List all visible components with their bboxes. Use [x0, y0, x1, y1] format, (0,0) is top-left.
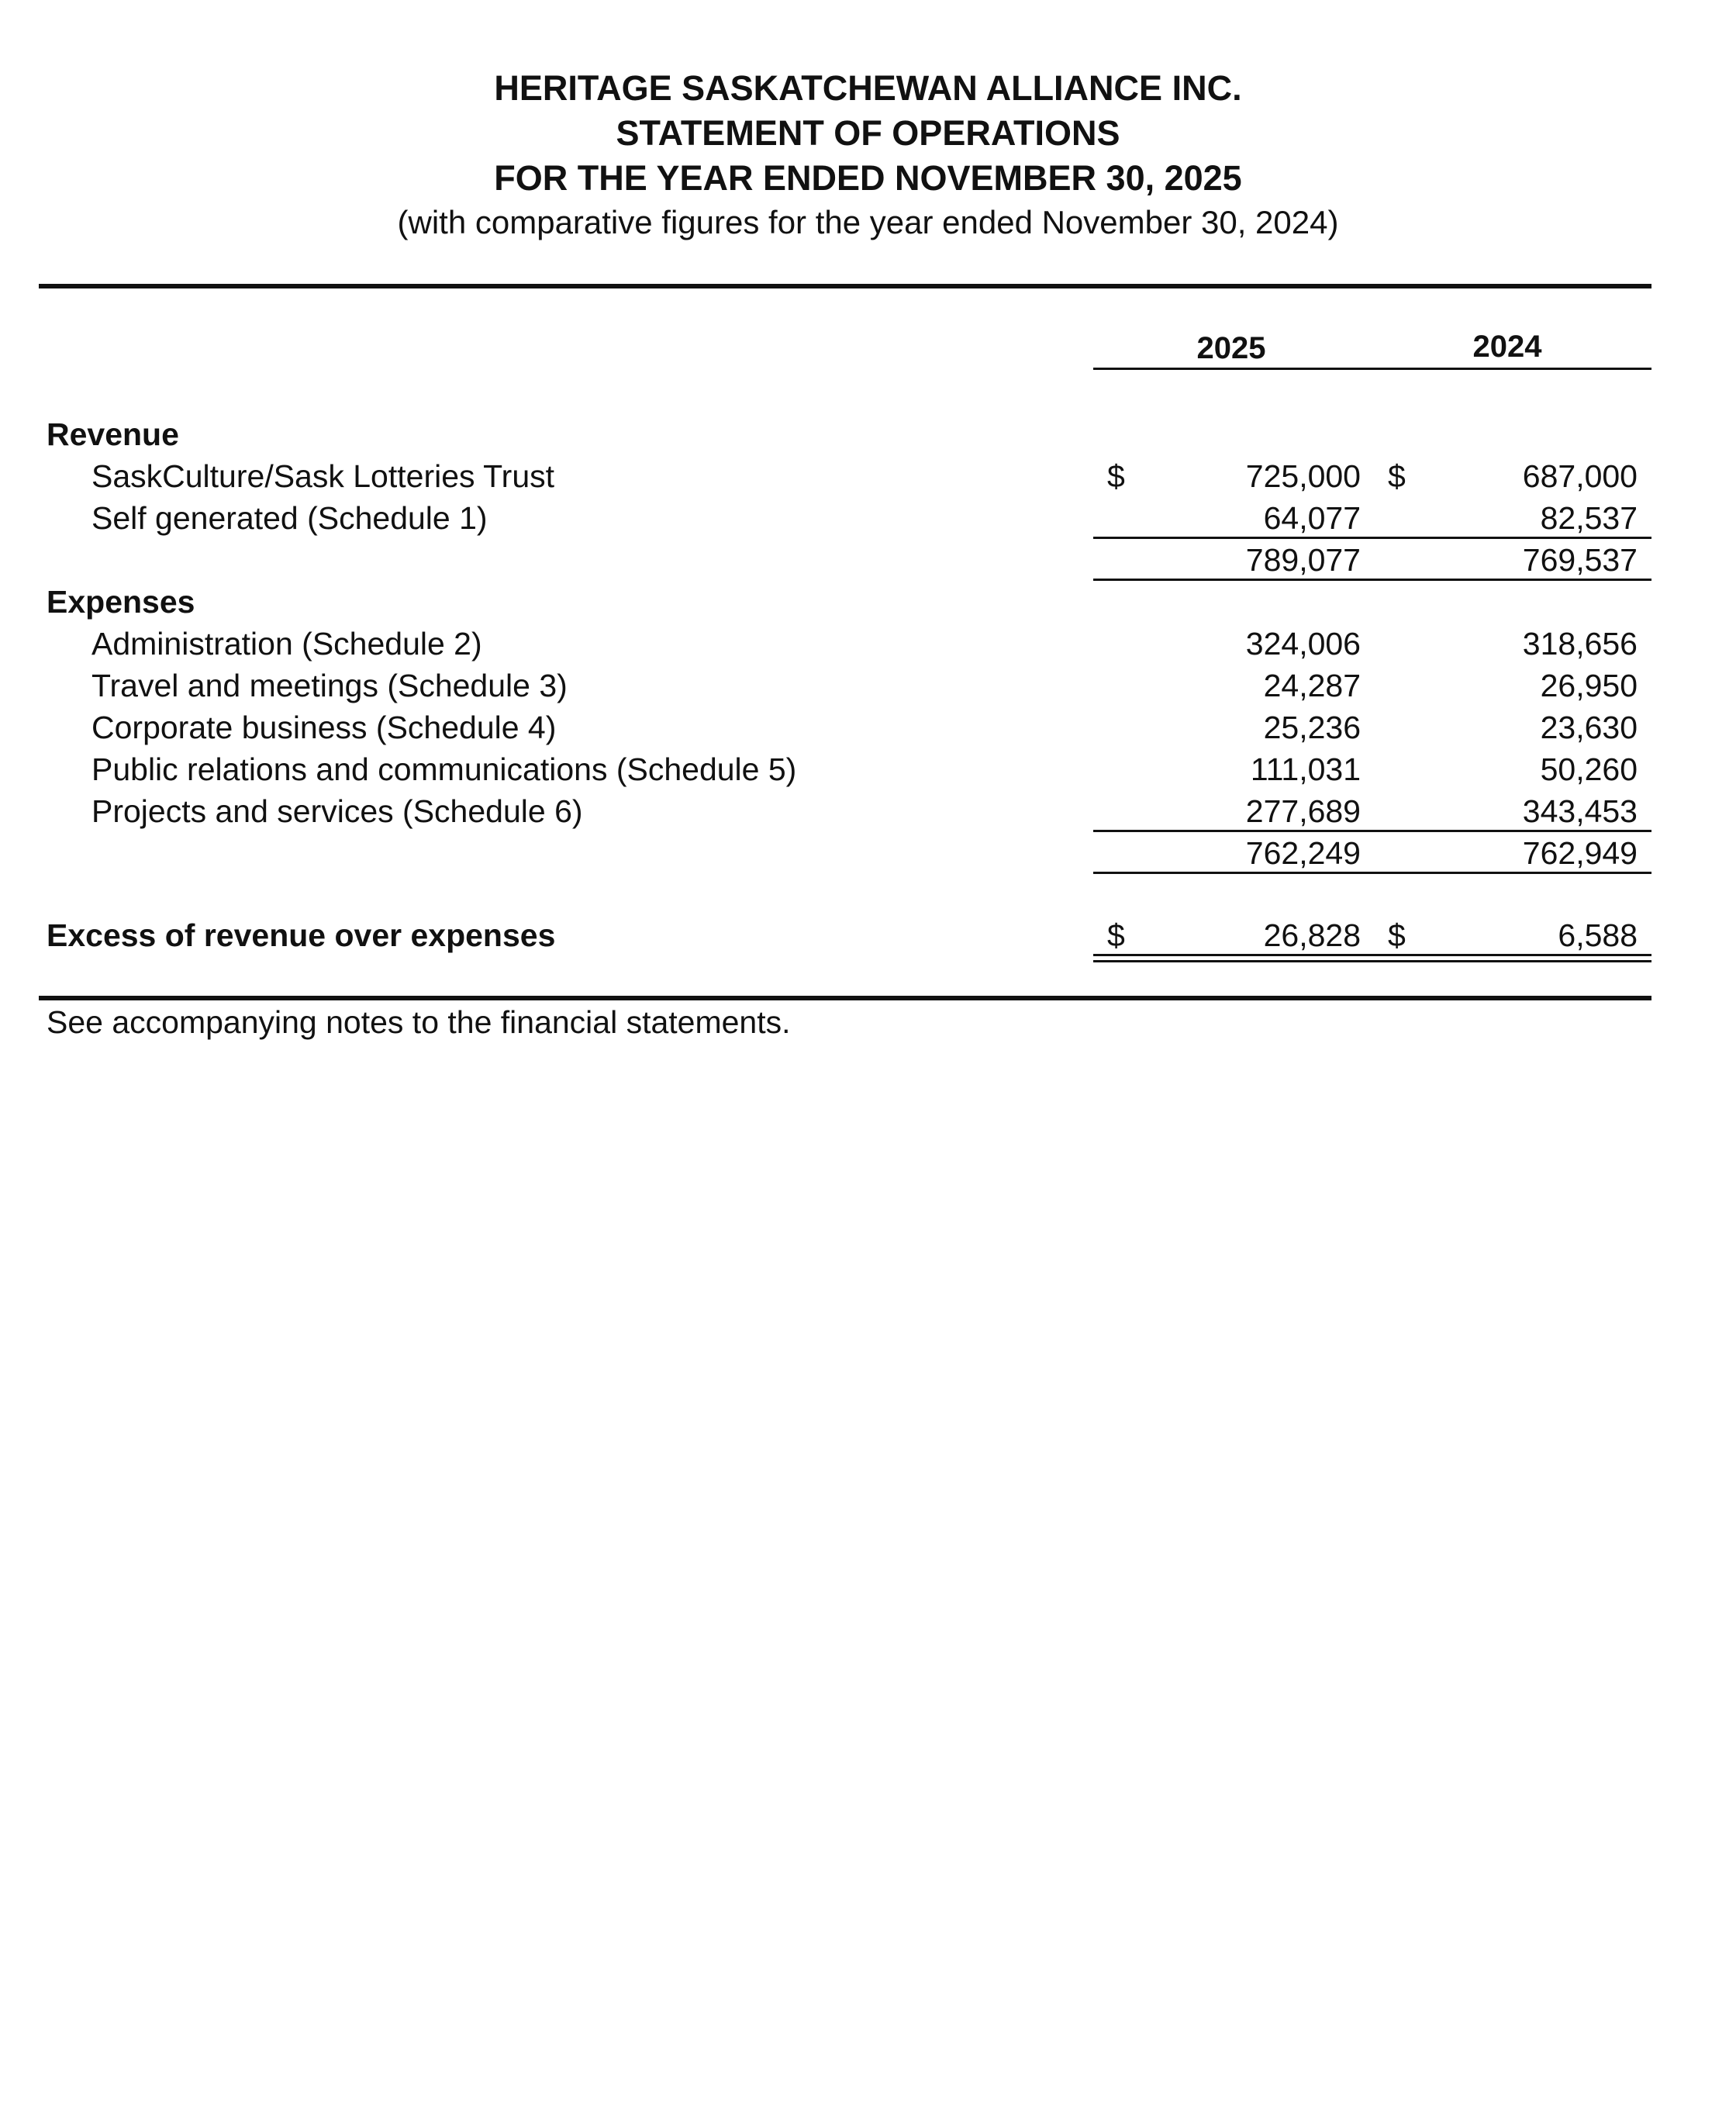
revenue-item-prior: 687,000: [1522, 458, 1638, 494]
expense-item-prior: 50,260: [1540, 751, 1638, 787]
revenue-item-current: 725,000: [1245, 458, 1361, 494]
revenue-item-prior: 82,537: [1540, 500, 1638, 536]
revenue-item-label: Self generated (Schedule 1): [91, 500, 488, 536]
expenses-subtotal-rule: [1093, 830, 1651, 832]
revenue-subtotal-rule: [1093, 537, 1651, 539]
expenses-total-rule: [1093, 872, 1651, 874]
statement-title: STATEMENT OF OPERATIONS: [616, 113, 1120, 153]
expenses-total-current: 762,249: [1245, 835, 1361, 871]
top-rule: [39, 284, 1651, 288]
expense-item-prior: 343,453: [1522, 793, 1638, 829]
expense-item-prior: 26,950: [1540, 668, 1638, 703]
column-header-2025: 2025: [1196, 331, 1266, 365]
expense-item-label: Public relations and communications (Schedule 5): [91, 751, 797, 787]
expense-item-current: 277,689: [1245, 793, 1361, 829]
expense-item-prior: 23,630: [1540, 710, 1638, 745]
expense-item-label: Projects and services (Schedule 6): [91, 793, 583, 829]
excess-label: Excess of revenue over expenses: [47, 917, 556, 953]
excess-current: 26,828: [1263, 917, 1361, 953]
expense-item-label: Travel and meetings (Schedule 3): [91, 668, 568, 703]
expense-item-current: 24,287: [1263, 668, 1361, 703]
revenue-total-current: 789,077: [1245, 542, 1361, 578]
expense-item-current: 111,031: [1250, 751, 1361, 787]
excess-prior: 6,588: [1558, 917, 1638, 953]
dollar-sign: $: [1107, 917, 1125, 953]
revenue-item-current: 64,077: [1263, 500, 1361, 536]
expenses-heading: Expenses: [47, 584, 195, 620]
column-header-2024: 2024: [1472, 330, 1542, 364]
expenses-total-prior: 762,949: [1522, 835, 1638, 871]
statement-period: FOR THE YEAR ENDED NOVEMBER 30, 2025: [494, 158, 1242, 198]
column-header-underline: [1093, 368, 1651, 370]
expense-item-label: Corporate business (Schedule 4): [91, 710, 557, 745]
footer-note: See accompanying notes to the financial statements.: [47, 1004, 791, 1040]
bottom-rule: [39, 996, 1651, 1000]
dollar-sign: $: [1388, 458, 1406, 494]
revenue-total-rule: [1093, 579, 1651, 581]
organization-name: HERITAGE SASKATCHEWAN ALLIANCE INC.: [494, 68, 1242, 108]
expense-item-current: 25,236: [1263, 710, 1361, 745]
revenue-item-label: SaskCulture/Sask Lotteries Trust: [91, 458, 555, 494]
excess-double-rule-bottom: [1093, 960, 1651, 962]
dollar-sign: $: [1388, 917, 1406, 953]
expense-item-prior: 318,656: [1522, 626, 1638, 662]
expense-item-current: 324,006: [1245, 626, 1361, 662]
revenue-heading: Revenue: [47, 416, 179, 452]
expense-item-label: Administration (Schedule 2): [91, 626, 482, 662]
dollar-sign: $: [1107, 458, 1125, 494]
revenue-total-prior: 769,537: [1522, 542, 1638, 578]
comparative-note: (with comparative figures for the year ended November 30, 2024): [397, 204, 1339, 240]
excess-double-rule-top: [1093, 954, 1651, 956]
